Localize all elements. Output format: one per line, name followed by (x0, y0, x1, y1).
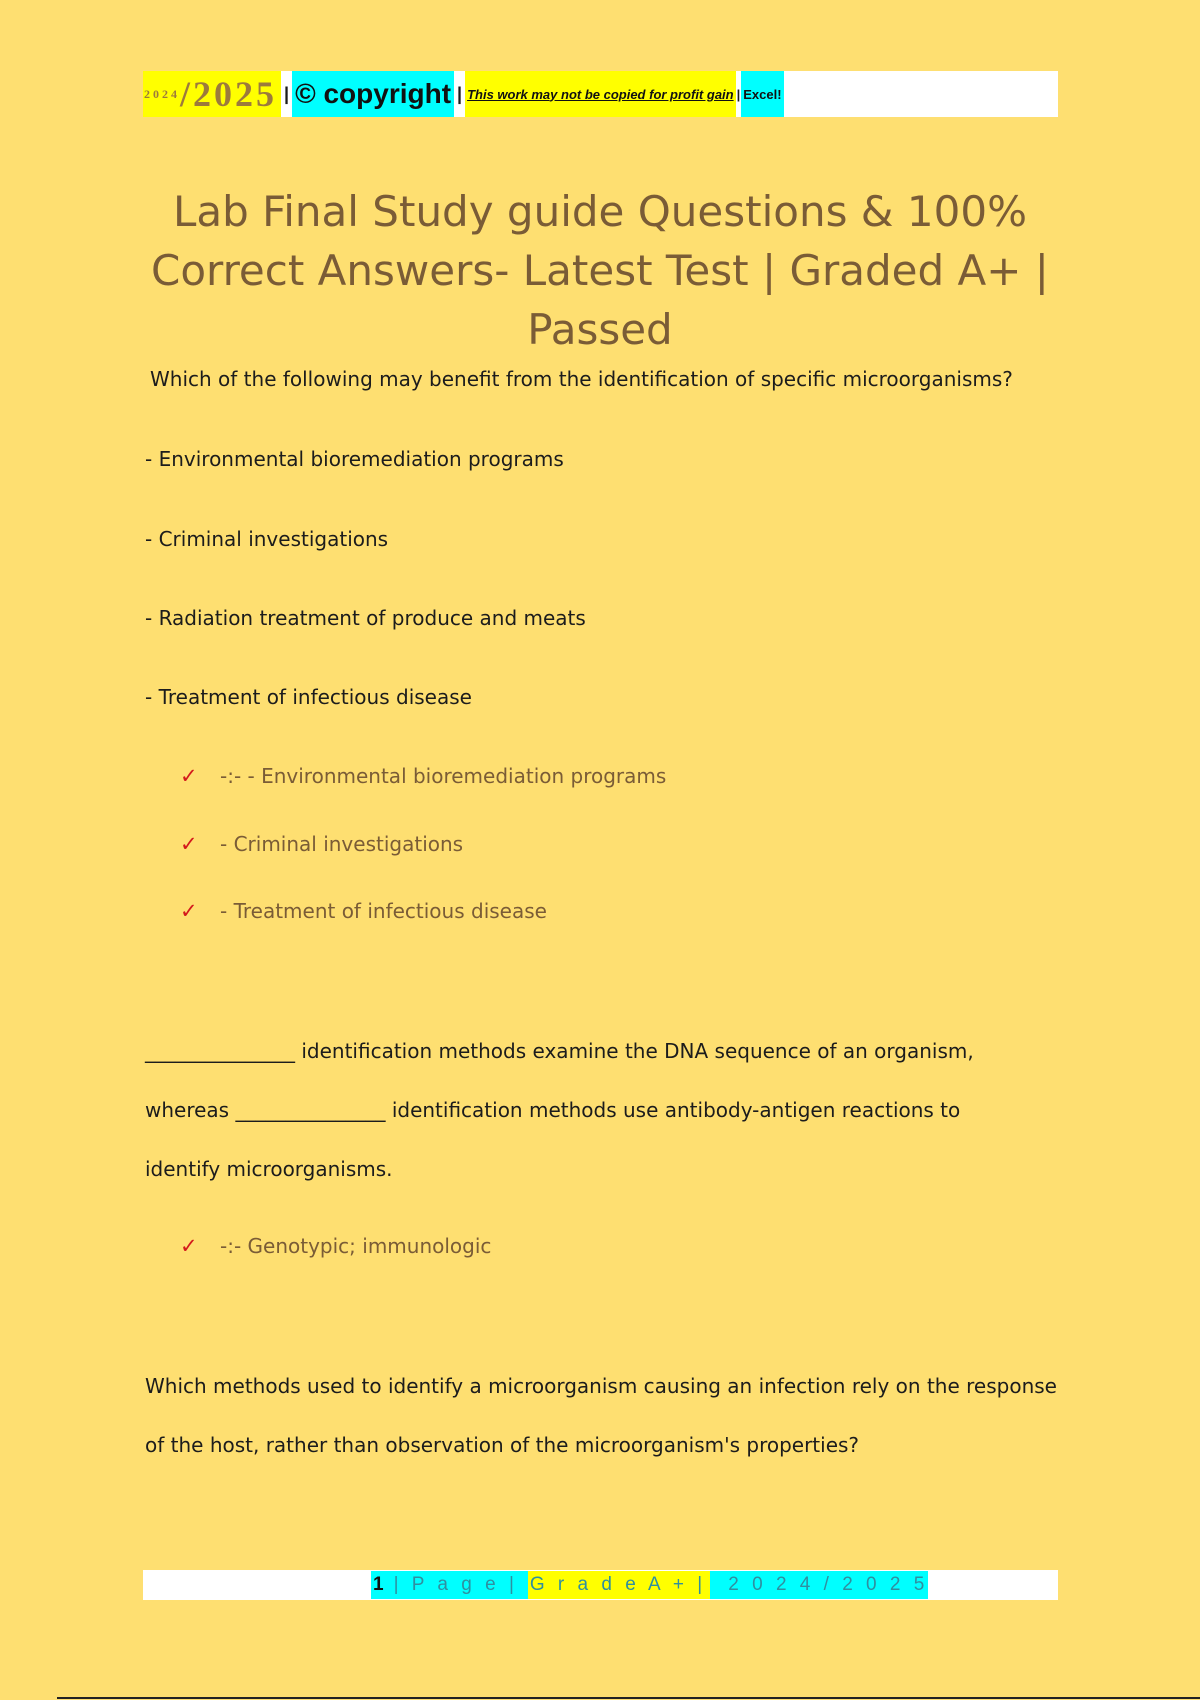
question-1-option: - Treatment of infectious disease (145, 685, 472, 709)
question-1-answer (180, 764, 666, 788)
checkmark-icon: ✓ (180, 899, 198, 923)
question-3-line: Which methods used to identify a microorganism causing an infection rely on the response (145, 1374, 1057, 1398)
page-footer (143, 1570, 1058, 1600)
footer-page-label: | P a g e | (390, 1571, 528, 1599)
header-separator: | (736, 86, 741, 102)
answer-text: -:- Genotypic; immunologic (220, 1234, 492, 1258)
question-2-line: whereas _______________ identification methods use antibody-antigen reactions to (145, 1098, 961, 1122)
question-1-answer (180, 832, 463, 856)
question-1-option: - Criminal investigations (145, 527, 389, 551)
answer-text: - Criminal investigations (220, 832, 464, 856)
answer-text: -:- - Environmental bioremediation programs (220, 764, 667, 788)
header-year-big: /2025 (180, 74, 278, 114)
header-notice: This work may not be copied for profit gain (465, 71, 736, 117)
answer-text: - Treatment of infectious disease (220, 899, 547, 923)
page-number: 1 (371, 1571, 390, 1599)
page-header (143, 71, 1058, 117)
question-1-option: - Environmental bioremediation programs (145, 447, 564, 471)
footer-grade: G r a d e A + | (528, 1571, 710, 1599)
footer-year: 2 0 2 4 / 2 0 2 5 (710, 1571, 928, 1599)
bottom-divider (57, 1697, 1200, 1699)
header-excel: Excel! (741, 71, 783, 117)
checkmark-icon: ✓ (180, 832, 198, 856)
header-copyright: © copyright (292, 71, 454, 117)
checkmark-icon: ✓ (180, 1234, 198, 1258)
header-year-small: 2024 (144, 86, 180, 101)
question-2-answer (180, 1234, 491, 1258)
question-1: Which of the following may benefit from the identification of specific microorganisms? (150, 367, 1013, 391)
document-title: Lab Final Study guide Questions & 100% Correct Answers- Latest Test | Graded A+ | Passed (151, 187, 1049, 354)
header-separator: | (284, 83, 290, 104)
question-2-line: _______________ identification methods examine the DNA sequence of an organism, (145, 1039, 974, 1063)
header-separator: | (457, 83, 463, 104)
question-3-line: of the host, rather than observation of the microorganism's properties? (145, 1433, 860, 1457)
question-1-option: - Radiation treatment of produce and meats (145, 606, 586, 630)
question-1-answer (180, 899, 547, 923)
checkmark-icon: ✓ (180, 764, 198, 788)
question-2-line: identify microorganisms. (145, 1157, 393, 1181)
header-year (143, 71, 281, 117)
